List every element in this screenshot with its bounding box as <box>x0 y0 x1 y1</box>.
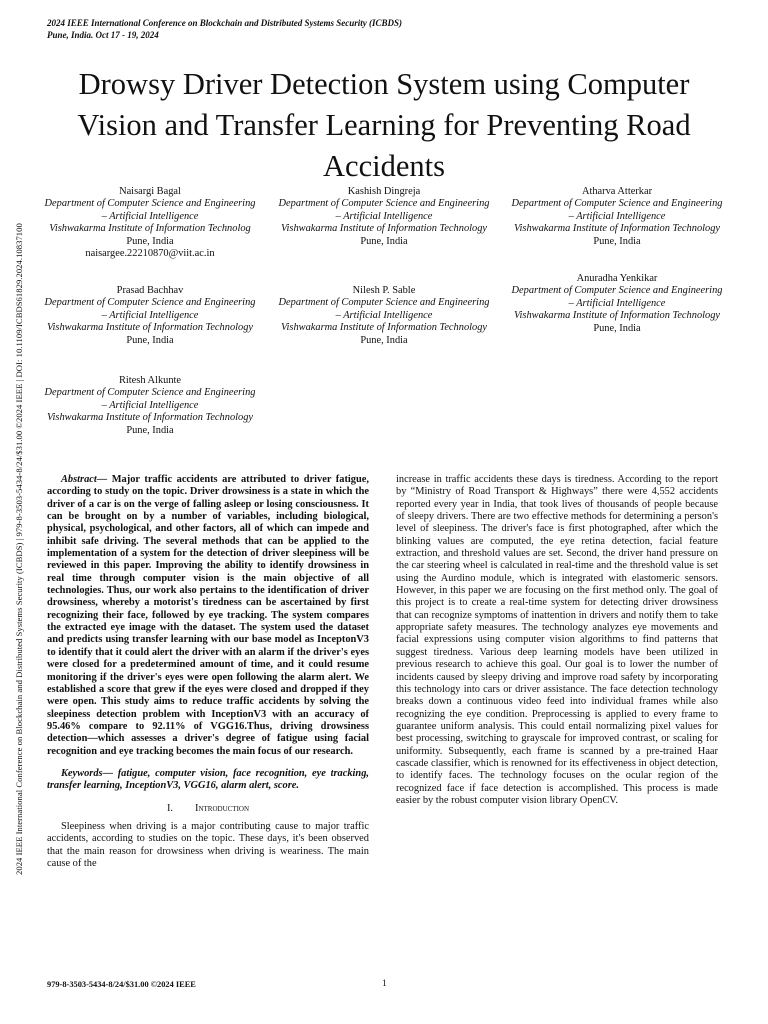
author-location: Pune, India <box>593 322 641 334</box>
abstract-lead: Abstract— <box>61 474 108 485</box>
conference-line-1: 2024 IEEE International Conference on Blockchain and Distributed Systems Security (ICBDS) <box>47 18 403 28</box>
conference-line-2: Pune, India. Oct 17 - 19, 2024 <box>47 30 159 40</box>
author-department: Department of Computer Science and Engineering – Artificial Intelligence <box>511 198 723 222</box>
author-department: Department of Computer Science and Engineering – Artificial Intelligence <box>44 198 256 222</box>
section-number: I. <box>166 802 174 814</box>
abstract-text: Major traffic accidents are attributed to driver fatigue, according to study on the topic. Driver drowsiness is a state in which the driver of a car is on the verge of falling asleep or losing consciousness. It can be brought on by a number of variables, including biological, physical, psychological, and other factors, all of which can impede and inhibit safe driving. The several methods that can be applied to the implementation of a system for the detection of driver sleepiness will be reviewed in this paper. Improving the ability to identify drowsiness in real time through computer vision is the main objective of all technologies. Thus, our work also pertains to the identification of driver drowsiness, whereby a motorist's tiredness can be ascertained by first recognizing their face, followed by eye tracking. The system compares the extracted eye image with the dataset. The system used the dataset and predicts using transfer learning with our base model as InceptonV3 to identify that it could alert the driver with an alarm if the driver's eyes were closed for a predetermined amount of time, and it could resume monitoring if the driver's eyes were open following the alarm alert. We established a score that grew if the eyes were closed and dropped if they were open. This study aims to reduce traffic accidents by solving the sleepiness detection problem with InceptionV3 with an accuracy of 95.46% compare to 92.11% of VGG16.Thus, driving drowsiness detection—which assesses a driver's degree of fatigue using facial recognition and eye tracking becomes the main focus of our research. <box>47 474 369 757</box>
section-heading <box>47 803 369 815</box>
author-department: Department of Computer Science and Engineering – Artificial Intelligence <box>278 297 490 321</box>
author-institute: Vishwakarma Institute of Information Technology <box>513 223 721 235</box>
author-institute: Vishwakarma Institute of Information Technolog <box>49 223 251 235</box>
intro-paragraph-left: Sleepiness when driving is a major contributing cause to major traffic accidents, according to studies on the topic. These days, it's been observed that the main reason for drowsiness when driving is weariness. The main cause of the <box>47 820 369 869</box>
intro-paragraph-right: increase in traffic accidents these days is tiredness. According to the report by “Ministry of Road Transport & Highways” there were 4,552 accidents reported every year in India, that took lives of thousands of people because of sleepy drivers. There are two effective methods for determining a person's level of sleepiness. The driver's face is first photographed, after which the blinking values are computed, the eye retina detection, facial feature extraction, and threshold values are set. Second, the driver hand pressure on the car steering wheel is calculated in real-time and the threshold value is set using the Aurdino module, which is integrated with elastomeric sensors. However, in this paper we are focusing on the first method only. The goal of this project is to create a real-time system for detecting driver drowsiness that can recognize symptoms of inattention in drivers and notify them to take appropriate safety measures. The technology analyzes eye movements and facial expressions using computer vision algorithms to find patterns that suggest tiredness. Various deep learning models have been utilized in previous research to achieve this goal. Our goal is to lower the number of incidents caused by sleepy driving and improve road safety by incorporating this technology into cars or driver assistance. The face detection technology breaks down a continuous video feed into individual frames while also recognizing the eye condition. Preprocessing is applied to every frame to guarantee uniform analysis. This could entail normalizing pixel values for best processing, switching to grayscale for improved contrast, or scaling for uniformity. Subsequently, each frame is scanned by a pre-trained Haar cascade classifier, which is renowned for its effectiveness in object detection, to identify faces. The technology focuses on the ocular region of the recognized face if face detection is accomplished. This process is made easier by the robust computer vision library OpenCV. <box>396 474 718 806</box>
author-name: Naisargi Bagal <box>119 186 181 197</box>
author-block <box>41 186 259 260</box>
author-location: Pune, India <box>126 235 174 247</box>
author-name: Kashish Dingreja <box>347 186 421 197</box>
author-institute: Vishwakarma Institute of Information Technology <box>280 322 488 334</box>
author-institute: Vishwakarma Institute of Information Technology <box>280 223 488 235</box>
author-location: Pune, India <box>360 235 408 247</box>
author-institute: Vishwakarma Institute of Information Technology <box>46 322 254 334</box>
keywords-lead: Keywords— <box>61 767 113 779</box>
author-department: Department of Computer Science and Engineering – Artificial Intelligence <box>511 285 723 309</box>
author-block <box>508 273 726 335</box>
author-name: Prasad Bachhav <box>116 285 184 296</box>
author-department: Department of Computer Science and Engineering – Artificial Intelligence <box>44 387 256 411</box>
page-number: 1 <box>382 979 387 989</box>
footer-isbn: 979-8-3503-5434-8/24/$31.00 ©2024 IEEE <box>47 980 196 989</box>
author-block <box>41 375 259 437</box>
author-location: Pune, India <box>360 334 408 346</box>
side-doi-strip: 2024 IEEE International Conference on Blockchain and Distributed Systems Security (ICBDS) | 979-8-3503-5434-8/24/$31.00 ©2024 IEEE | DOI: 10.1109/ICBDS61829.2024.10837100 <box>14 223 24 875</box>
abstract <box>47 474 369 758</box>
author-department: Department of Computer Science and Engineering – Artificial Intelligence <box>278 198 490 222</box>
author-location: Pune, India <box>593 235 641 247</box>
author-name: Anuradha Yenkikar <box>576 273 658 284</box>
paper-title: Drowsy Driver Detection System using Computer Vision and Transfer Learning for Preventing Road Accidents <box>77 67 691 183</box>
author-institute: Vishwakarma Institute of Information Technology <box>513 310 721 322</box>
conference-header <box>47 17 402 41</box>
author-location: Pune, India <box>126 334 174 346</box>
author-location: Pune, India <box>126 424 174 436</box>
section-title: Introduction <box>195 802 250 814</box>
author-name: Ritesh Alkunte <box>118 375 182 386</box>
left-column <box>47 474 369 870</box>
author-block <box>275 186 493 248</box>
keywords <box>47 768 369 793</box>
author-block <box>275 285 493 347</box>
keywords-text: fatigue, computer vision, face recognition, eye tracking, transfer learning, InceptionV3, VGG16, alarm alert, score. <box>47 767 369 792</box>
right-column <box>396 474 718 807</box>
author-email: naisargee.22210870@viit.ac.in <box>85 248 215 260</box>
author-name: Atharva Atterkar <box>581 186 653 197</box>
author-block <box>508 186 726 248</box>
author-institute: Vishwakarma Institute of Information Technology <box>46 412 254 424</box>
author-block <box>41 285 259 347</box>
author-department: Department of Computer Science and Engineering – Artificial Intelligence <box>44 297 256 321</box>
author-name: Nilesh P. Sable <box>352 285 416 296</box>
